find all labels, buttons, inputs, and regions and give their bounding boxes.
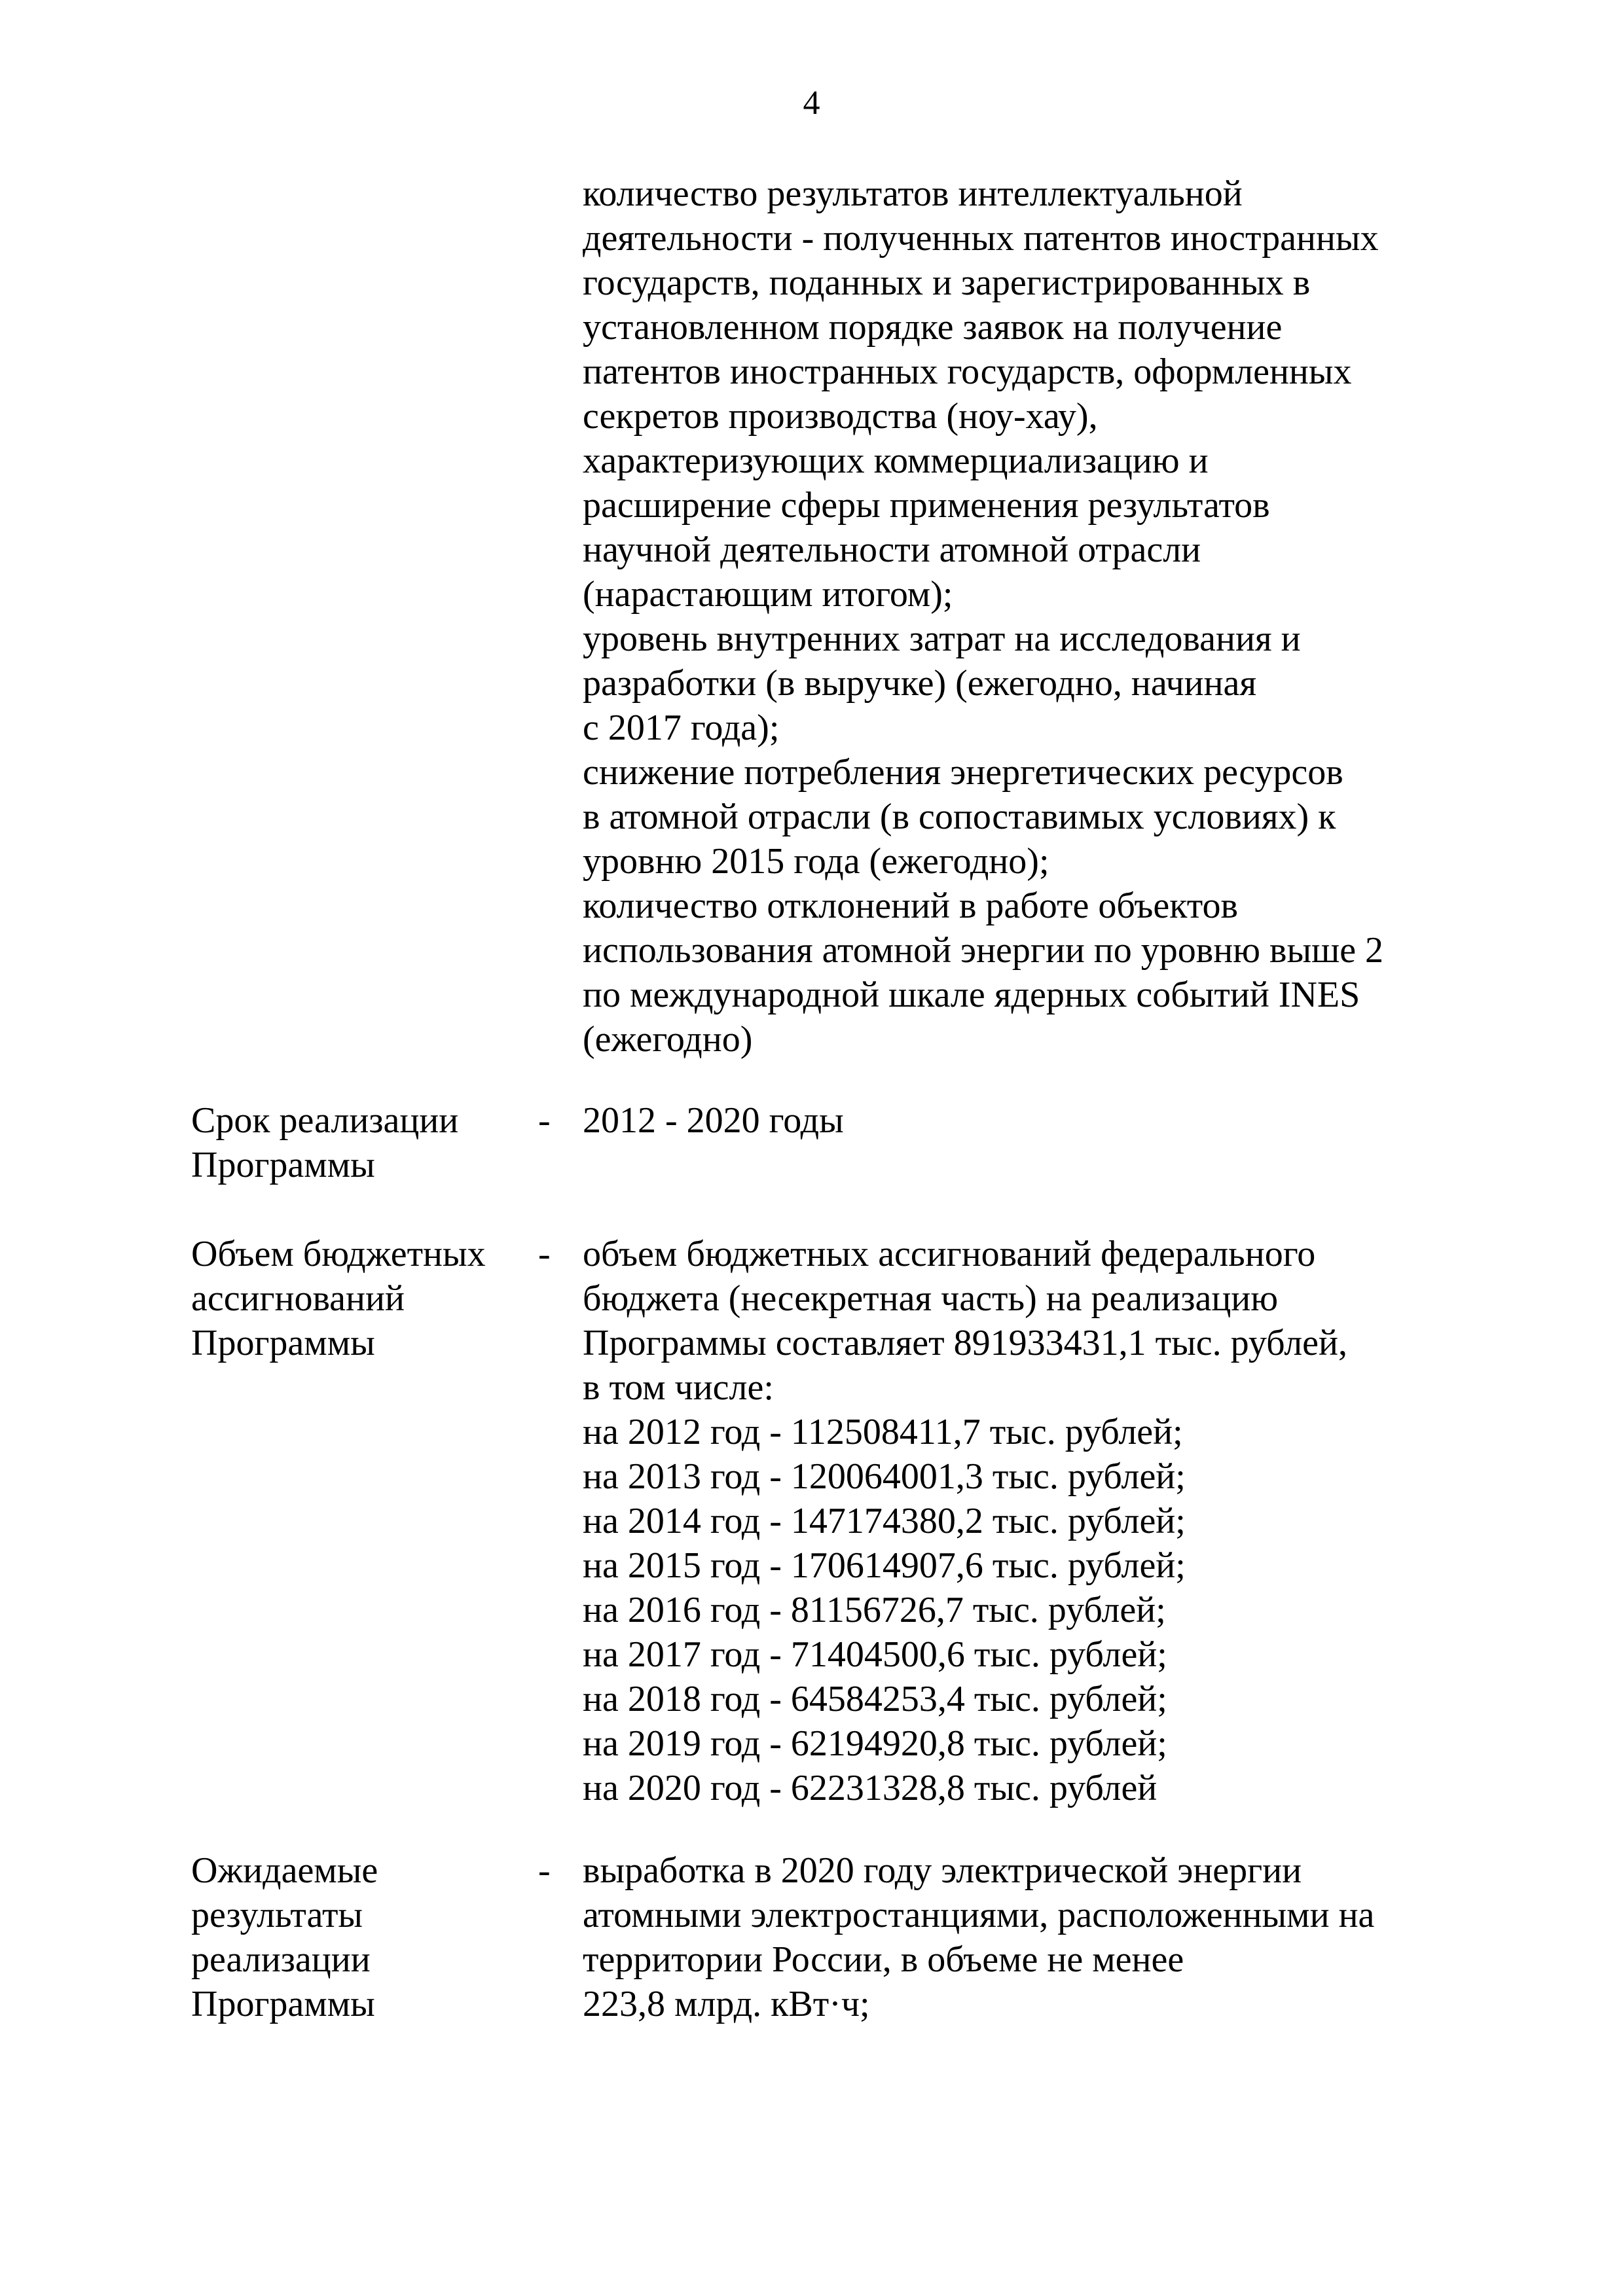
- section-dash: -: [538, 1234, 551, 1274]
- intro-line: расширение сферы применения результатов: [583, 485, 1270, 526]
- intro-line: патентов иностранных государств, оформленных: [583, 351, 1352, 392]
- intro-line: количество результатов интеллектуальной: [583, 173, 1243, 214]
- intro-line: количество отклонений в работе объектов: [583, 886, 1238, 926]
- intro-line: секретов производства (ноу-хау),: [583, 396, 1098, 437]
- budget-year-line: на 2014 год - 147174380,2 тыс. рублей;: [583, 1501, 1186, 1541]
- page-number: 4: [803, 84, 820, 122]
- budget-year-line: на 2017 год - 71404500,6 тыс. рублей;: [583, 1634, 1167, 1675]
- section-value-line: атомными электростанциями, расположенными на: [583, 1895, 1375, 1935]
- section-value-line: выработка в 2020 году электрической энергии: [583, 1850, 1302, 1891]
- intro-line: с 2017 года);: [583, 708, 780, 748]
- budget-year-line: на 2020 год - 62231328,8 тыс. рублей: [583, 1768, 1158, 1808]
- budget-year-line: на 2018 год - 64584253,4 тыс. рублей;: [583, 1679, 1167, 1719]
- section-label-line: ассигнований: [191, 1278, 405, 1319]
- intro-line: снижение потребления энергетических ресурсов: [583, 752, 1343, 793]
- intro-line: по международной шкале ядерных событий INES: [583, 975, 1360, 1015]
- intro-line: характеризующих коммерциализацию и: [583, 440, 1209, 481]
- intro-line: уровню 2015 года (ежегодно);: [583, 841, 1049, 882]
- intro-line: деятельности - полученных патентов иностранных: [583, 218, 1379, 259]
- section-value-line: 2012 - 2020 годы: [583, 1100, 844, 1141]
- section-label-line: Объем бюджетных: [191, 1234, 486, 1274]
- intro-line: разработки (в выручке) (ежегодно, начиная: [583, 663, 1257, 704]
- section-value-line: в том числе:: [583, 1367, 774, 1408]
- section-label-line: Программы: [191, 1984, 375, 2024]
- budget-year-line: на 2013 год - 120064001,3 тыс. рублей;: [583, 1456, 1186, 1497]
- section-label-line: Программы: [191, 1145, 375, 1185]
- section-label-line: Ожидаемые: [191, 1850, 378, 1891]
- section-label-line: реализации: [191, 1939, 371, 1980]
- section-dash: -: [538, 1100, 551, 1141]
- budget-year-line: на 2019 год - 62194920,8 тыс. рублей;: [583, 1723, 1167, 1764]
- section-value-line: Программы составляет 891933431,1 тыс. рублей,: [583, 1323, 1347, 1363]
- section-label-line: Программы: [191, 1323, 375, 1363]
- budget-year-line: на 2015 год - 170614907,6 тыс. рублей;: [583, 1545, 1186, 1586]
- intro-line: государств, поданных и зарегистрированных в: [583, 262, 1311, 303]
- section-value-line: 223,8 млрд. кВт·ч;: [583, 1984, 870, 2024]
- intro-line: использования атомной энергии по уровню выше 2: [583, 930, 1384, 971]
- budget-year-line: на 2012 год - 112508411,7 тыс. рублей;: [583, 1412, 1183, 1452]
- section-dash: -: [538, 1850, 551, 1891]
- budget-year-line: на 2016 год - 81156726,7 тыс. рублей;: [583, 1590, 1166, 1630]
- intro-line: научной деятельности атомной отрасли: [583, 529, 1201, 570]
- intro-line: уровень внутренних затрат на исследования и: [583, 619, 1301, 659]
- intro-line: в атомной отрасли (в сопоставимых условиях) к: [583, 797, 1336, 837]
- section-value-line: объем бюджетных ассигнований федерального: [583, 1234, 1316, 1274]
- section-value-line: территории России, в объеме не менее: [583, 1939, 1184, 1980]
- intro-line: установленном порядке заявок на получение: [583, 307, 1283, 348]
- section-label-line: Срок реализации: [191, 1100, 459, 1141]
- section-label-line: результаты: [191, 1895, 363, 1935]
- intro-line: (нарастающим итогом);: [583, 574, 953, 615]
- intro-line: (ежегодно): [583, 1019, 753, 1060]
- section-value-line: бюджета (несекретная часть) на реализацию: [583, 1278, 1279, 1319]
